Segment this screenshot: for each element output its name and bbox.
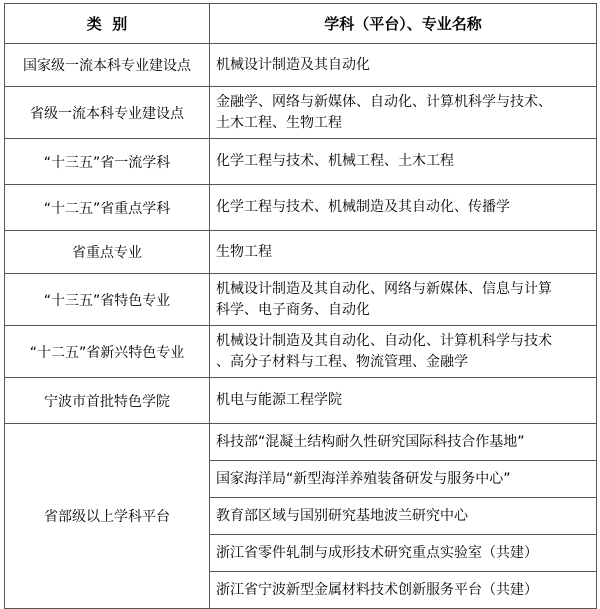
discipline-table	[4, 3, 597, 609]
row-subjects	[210, 378, 597, 424]
row-subjects	[210, 87, 597, 139]
subject-line: 化学工程与技术、机械制造及其自动化、传播学	[216, 199, 510, 215]
table-row	[5, 87, 597, 139]
subject-line: 金融学、网络与新媒体、自动化、计算机科学与技术、	[216, 93, 552, 110]
header-name: 学科（平台）、专业名称	[210, 4, 597, 44]
row-subjects	[210, 139, 597, 185]
platform-item: 科技部“混凝土结构耐久性研究国际科技合作基地”	[210, 424, 596, 461]
subject-line: 、高分子材料与工程、物流管理、金融学	[216, 353, 468, 370]
table-row	[5, 274, 597, 326]
table-row	[5, 231, 597, 274]
row-category: 省重点专业	[5, 231, 210, 274]
subject-line: 机械设计制造及其自动化、自动化、计算机科学与技术	[216, 332, 552, 349]
row-category: “十二五”省新兴特色专业	[5, 326, 210, 378]
table-row	[5, 44, 597, 87]
table-row	[5, 326, 597, 378]
row-category: 宁波市首批特色学院	[5, 378, 210, 424]
subject-line: 机械设计制造及其自动化、网络与新媒体、信息与计算	[216, 280, 552, 297]
table-row	[5, 185, 597, 231]
row-subjects	[210, 185, 597, 231]
row-category: “十三五”省特色专业	[5, 274, 210, 326]
row-subjects	[210, 44, 597, 87]
subject-line: 机电与能源工程学院	[216, 392, 342, 408]
row-subjects	[210, 326, 597, 378]
subject-line: 土木工程、生物工程	[216, 114, 342, 131]
subject-line: 科学、电子商务、自动化	[216, 301, 370, 318]
row-subjects	[210, 231, 597, 274]
subject-line: 化学工程与技术、机械工程、土木工程	[216, 153, 454, 169]
table-row	[5, 139, 597, 185]
platform-item: 浙江省零件轧制与成形技术研究重点实验室（共建）	[210, 535, 596, 572]
row-category: 省部级以上学科平台	[5, 424, 210, 609]
table-row	[5, 378, 597, 424]
subject-line: 生物工程	[216, 243, 272, 260]
platform-item: 浙江省宁波新型金属材料技术创新服务平台（共建）	[216, 582, 538, 598]
row-category: 国家级一流本科专业建设点	[5, 44, 210, 87]
table-header-row	[5, 4, 597, 44]
row-category: “十二五”省重点学科	[5, 185, 210, 231]
platform-item: 教育部区域与国别研究基地波兰研究中心	[210, 498, 596, 535]
subject-line: 机械设计制造及其自动化	[216, 56, 370, 73]
table-row-platforms	[5, 424, 597, 609]
header-category: 类 别	[5, 4, 210, 44]
row-category: 省级一流本科专业建设点	[5, 87, 210, 139]
row-category: “十三五”省一流学科	[5, 139, 210, 185]
platform-list	[210, 424, 597, 609]
platform-item: 国家海洋局“新型海洋养殖装备研发与服务中心”	[210, 461, 596, 498]
row-subjects	[210, 274, 597, 326]
